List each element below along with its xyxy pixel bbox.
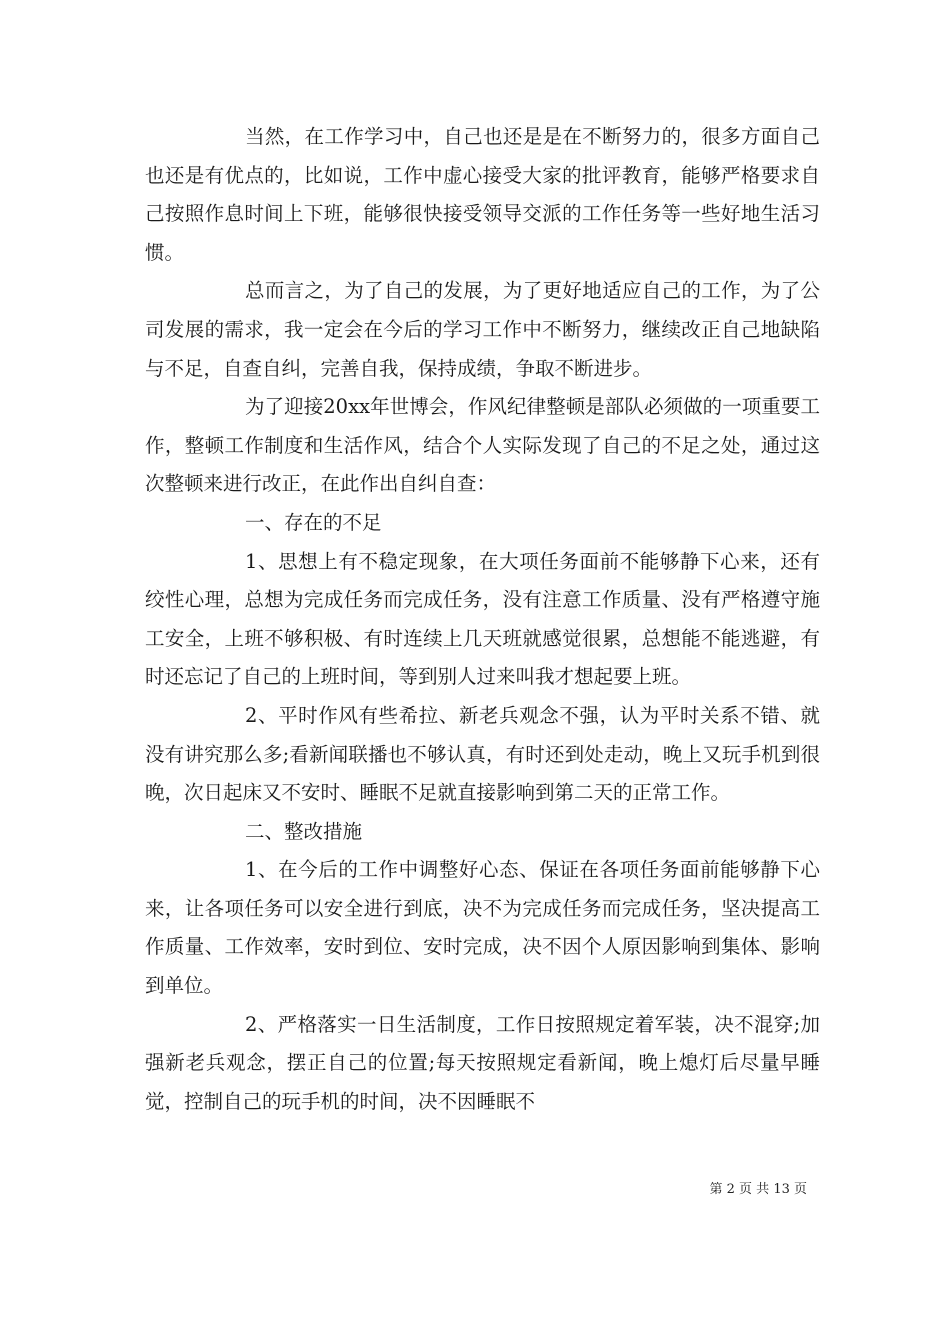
- paragraph-measure-1: 1、在今后的工作中调整好心态、保证在各项任务面前能够静下心来，让各项任务可以安全进行到底，决不为完成任务而完成任务，坚决提高工作质量、工作效率，安时到位、安时完成，决不因个人原因影响到集体、影响到单位。: [145, 858, 820, 998]
- heading-shortcomings: 一、存在的不足: [245, 510, 382, 534]
- heading-measures: 二、整改措施: [245, 819, 363, 843]
- paragraph-shortcoming-1: 1、思想上有不稳定现象，在大项任务面前不能够静下心来，还有绞性心理，总想为完成任务而完成任务，没有注意工作质量、没有严格遵守施工安全，上班不够积极、有时连续上几天班就感觉很累，总想能不能逃避，有时还忘记了自己的上班时间，等到别人过来叫我才想起要上班。: [145, 549, 820, 689]
- paragraph-intro-rectification: 为了迎接20xx年世博会，作风纪律整顿是部队必须做的一项重要工作，整顿工作制度和生活作风，结合个人实际发现了自己的不足之处，通过这次整顿来进行改正，在此作出自纠自查：: [145, 395, 820, 496]
- paragraph-measure-2: 2、严格落实一日生活制度，工作日按照规定着军装，决不混穿;加强新老兵观念，摆正自己的位置;每天按照规定看新闻，晚上熄灯后尽量早睡觉，控制自己的玩手机的时间，决不因睡眠不: [145, 1012, 820, 1113]
- document-body: [145, 118, 820, 1121]
- paragraph-shortcoming-2: 2、平时作风有些希拉、新老兵观念不强，认为平时关系不错、就没有讲究那么多;看新闻联播也不够认真，有时还到处走动，晚上又玩手机到很晚，次日起床又不安时、睡眠不足就直接影响到第二天的正常工作。: [145, 703, 820, 805]
- paragraph-summary: 总而言之，为了自己的发展，为了更好地适应自己的工作，为了公司发展的需求，我一定会在今后的学习工作中不断努力，继续改正自己地缺陷与不足，自查自纠，完善自我，保持成绩，争取不断进步。: [145, 279, 820, 380]
- page-number-footer: 第 2 页 共 13 页: [709, 1182, 807, 1197]
- paragraph-strengths: 当然，在工作学习中，自己也还是是在不断努力的，很多方面自己也还是有优点的，比如说，工作中虚心接受大家的批评教育，能够严格要求自己按照作息时间上下班，能够很快接受领导交派的工作任务等一些好地生活习惯。: [145, 125, 820, 264]
